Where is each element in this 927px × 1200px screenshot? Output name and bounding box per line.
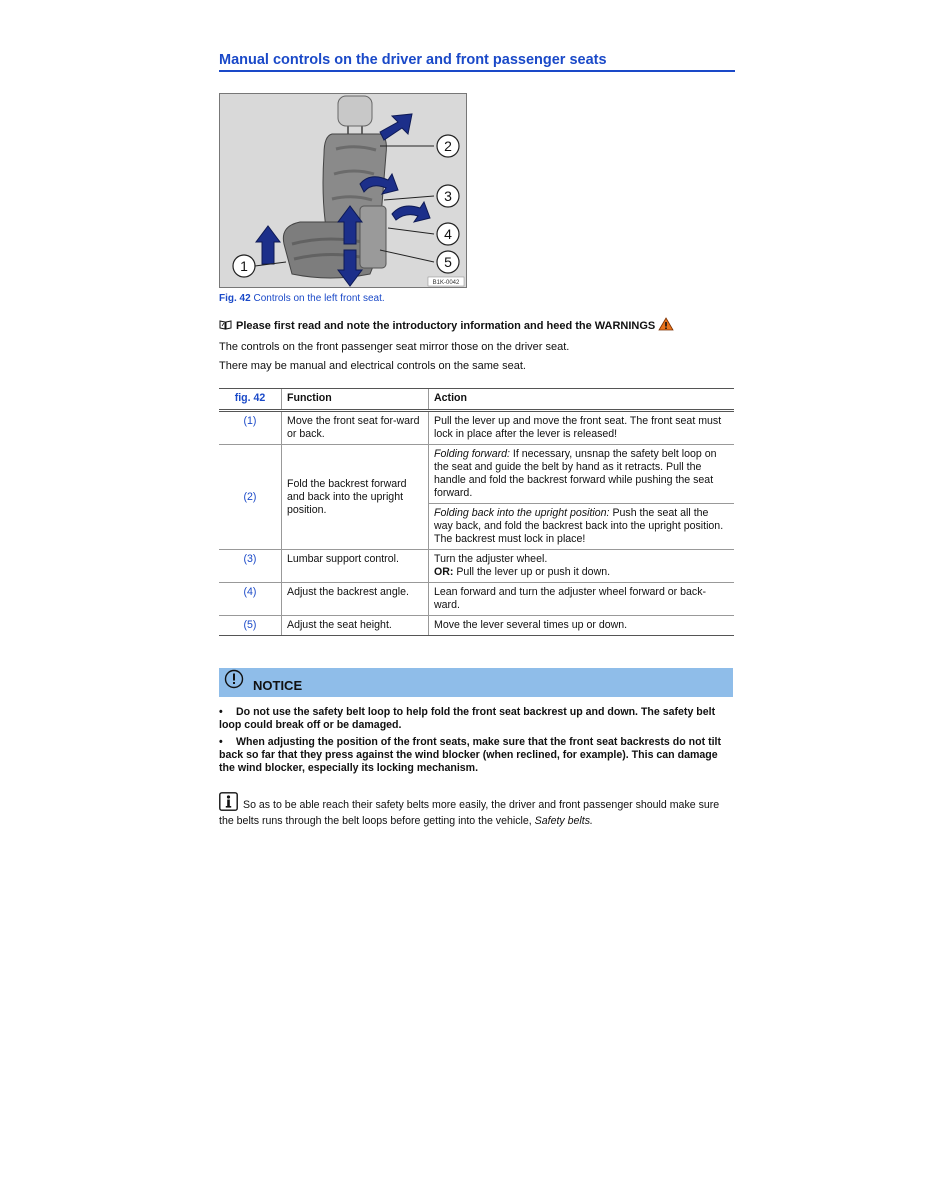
- bullet-icon: •: [219, 736, 223, 748]
- intro-line-2: There may be manual and electrical controls on the same seat.: [219, 360, 526, 372]
- header-function: Function: [282, 389, 429, 411]
- table-row: [219, 583, 734, 616]
- row-action: Lean forward and turn the adjuster wheel forward or back-ward.: [429, 583, 735, 616]
- action-text: If necessary, unsnap the safety belt loop on the seat and guide the belt by hand as it retracts. Pull the handle and fold the backrest forward while pushing the seat forward.: [434, 448, 717, 499]
- row-function: Move the front seat for-ward or back.: [282, 411, 429, 445]
- tip-text: So as to be able reach their safety belts more easily, the driver and front passenger should make sure the belts runs through the belt loops before getting into the vehicle,: [219, 799, 720, 827]
- row-action-folding-forward: [429, 445, 735, 504]
- intro-section: [219, 317, 739, 379]
- header-fig[interactable]: fig. 42: [219, 389, 282, 411]
- table-row: [219, 411, 734, 445]
- info-icon: [219, 792, 238, 815]
- header-action: Action: [429, 389, 735, 411]
- action-line-2: Pull the lever up or push it down.: [453, 566, 611, 578]
- row-action: Pull the lever up and move the front seat. The front seat must lock in place after the lever is released!: [429, 411, 735, 445]
- page-title: Manual controls on the driver and front passenger seats: [219, 52, 735, 72]
- figure-caption: [219, 293, 385, 304]
- action-label: Folding forward:: [434, 448, 510, 460]
- row-number[interactable]: (1): [219, 411, 282, 445]
- notice-list: [219, 706, 733, 779]
- action-label: Folding back into the upright position:: [434, 507, 610, 519]
- notice-header: [219, 668, 733, 697]
- row-number[interactable]: (3): [219, 550, 282, 583]
- book-icon: [219, 320, 232, 334]
- exclamation-circle-icon: [224, 669, 244, 694]
- notice-item-text: Do not use the safety belt loop to help fold the front seat backrest up and down. The safety belt loop could break off or be damaged.: [219, 706, 716, 731]
- controls-table: [219, 388, 734, 636]
- row-action-folding-back: [429, 504, 735, 550]
- seat-illustration: [219, 93, 467, 288]
- notice-title: NOTICE: [253, 678, 303, 693]
- action-line-1: Turn the adjuster wheel.: [434, 553, 548, 565]
- row-number[interactable]: (4): [219, 583, 282, 616]
- info-tip: [219, 792, 735, 828]
- row-function: Fold the backrest forward and back into the upright position.: [282, 445, 429, 550]
- figure-code: B1K-0042: [432, 280, 460, 286]
- row-action: Move the lever several times up or down.: [429, 616, 735, 636]
- table-row: [219, 445, 734, 504]
- figure-caption-label: Fig. 42: [219, 293, 251, 304]
- bullet-icon: •: [219, 706, 223, 718]
- headrest-shape: [338, 96, 372, 126]
- intro-line-1: The controls on the front passenger seat mirror those on the driver seat.: [219, 341, 570, 353]
- figure-caption-text: Controls on the left front seat.: [253, 293, 385, 304]
- row-function: Adjust the backrest angle.: [282, 583, 429, 616]
- callout-4: 4: [444, 226, 452, 242]
- row-function: Lumbar support control.: [282, 550, 429, 583]
- row-number[interactable]: (2): [219, 445, 282, 550]
- table-row: [219, 616, 734, 636]
- table-row: [219, 550, 734, 583]
- intro-lead-line: [219, 317, 739, 335]
- callout-5: 5: [444, 254, 452, 270]
- list-item: [219, 706, 733, 732]
- warning-triangle-icon[interactable]: [658, 317, 674, 335]
- callout-3: 3: [444, 188, 452, 204]
- seat-diagram: [220, 94, 466, 287]
- callout-1: 1: [240, 258, 248, 274]
- safety-belts-link[interactable]: Safety belts.: [534, 815, 593, 827]
- action-text: Push the seat all the way back, and fold the backrest back into the upright position. The backrest must lock in place!: [434, 507, 724, 545]
- callout-2: 2: [444, 138, 452, 154]
- table-header-row: [219, 389, 734, 411]
- list-item: [219, 736, 733, 775]
- notice-item-text: When adjusting the position of the front seats, make sure that the front seat backrests do not tilt back so far that they press against the wind blocker (when reclined, for example). This can damage the wind blocker, especially its locking mechanism.: [219, 736, 722, 774]
- row-function: Adjust the seat height.: [282, 616, 429, 636]
- row-number[interactable]: (5): [219, 616, 282, 636]
- action-or: OR:: [434, 566, 454, 578]
- row-action: [429, 550, 735, 583]
- intro-lead-text[interactable]: Please first read and note the introductory information and heed the WARNINGS: [236, 320, 656, 332]
